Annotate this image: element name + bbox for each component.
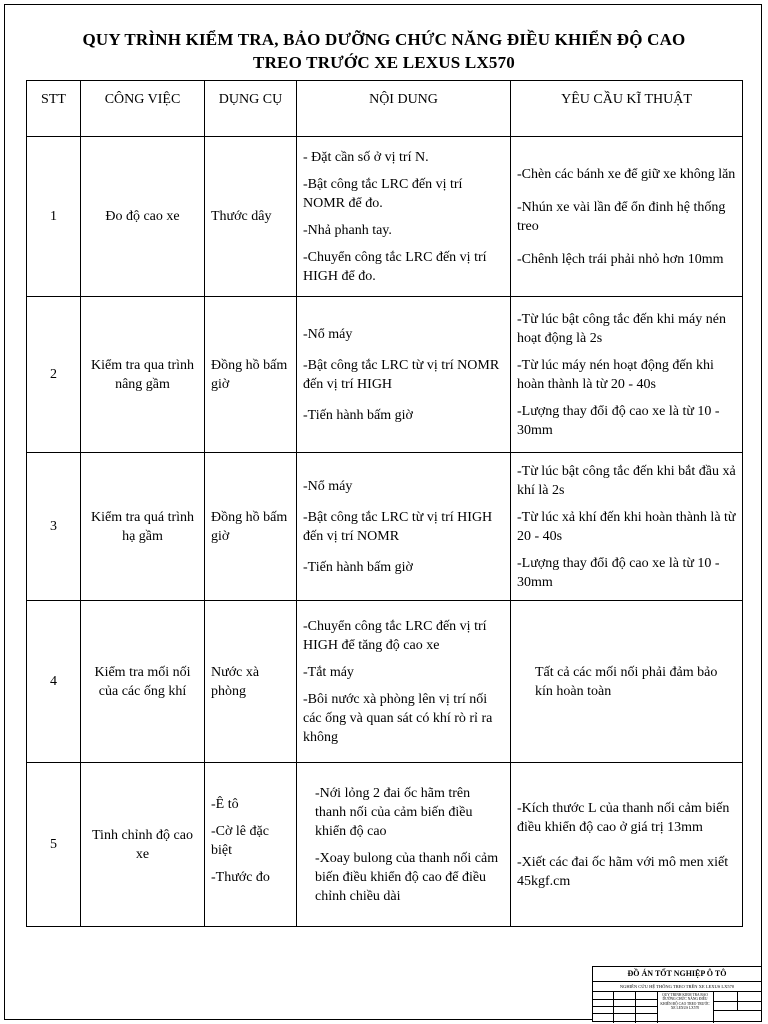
tool-line: -Thước đo [211, 869, 270, 885]
requirement-cell [511, 137, 743, 297]
requirement-line: -Chênh lệch trái phải nhỏ hơn 10mm [517, 251, 724, 267]
requirement-cell [511, 601, 743, 763]
table-row [27, 137, 743, 297]
task-cell: Tinh chỉnh độ cao xe [81, 763, 205, 927]
grid-line [713, 1001, 761, 1002]
content-line: -Xoay bulong của thanh nối cảm biến điều khiển độ cao để điều chỉnh chiều dài [315, 850, 499, 904]
requirement-line: -Nhún xe vài lần để ổn đinh hệ thống treo [517, 199, 726, 234]
grid-line [635, 992, 636, 1023]
header-requirement: YÊU CẦU KĨ THUẬT [511, 81, 743, 137]
drawing-title-block [592, 966, 762, 1022]
tool-cell: Thước dây [205, 137, 297, 297]
requirement-line: -Kích thước L của thanh nối cảm biến điều khiển độ cao ở giá trị 13mm [517, 800, 730, 835]
tool-cell: Đồng hồ bấm giờ [205, 297, 297, 453]
content-line: -Tắt máy [303, 664, 354, 680]
content-line: -Nhả phanh tay. [303, 222, 392, 238]
content-line: -Chuyển công tắc LRC đến vị trí HIGH để đo. [303, 249, 487, 284]
requirement-line: -Từ lúc bật công tắc đến khi máy nén hoạt động là 2s [517, 311, 726, 346]
project-subject: NGHIÊN CỨU HỆ THỐNG TREO TRÊN XE LEXUS LX570 [593, 982, 761, 992]
requirement-line: -Từ lúc máy nén hoạt động đến khi hoàn thành là từ 20 - 40s [517, 357, 714, 392]
grid-line [593, 999, 657, 1000]
tool-cell: Nước xà phòng [205, 601, 297, 763]
requirement-cell [511, 763, 743, 927]
grid-line [713, 992, 714, 1023]
row-number: 3 [27, 453, 81, 601]
header-stt: STT [27, 81, 81, 137]
requirement-line: -Từ lúc bật công tắc đến khi bắt đầu xả khí là 2s [517, 463, 736, 498]
grid-line [593, 1006, 657, 1007]
content-line: -Nới lỏng 2 đai ốc hãm trên thanh nối của cảm biến điều khiển độ cao [315, 785, 473, 839]
requirement-line: -Xiết các đai ốc hãm với mô men xiết 45kgf.cm [517, 854, 729, 889]
content-line: -Bật công tắc LRC từ vị trí HIGH đến vị trí NOMR [303, 509, 493, 544]
document-title [0, 28, 768, 74]
requirement-line: -Từ lúc xả khí đến khi hoàn thành là từ 20 - 40s [517, 509, 736, 544]
content-line: -Nổ máy [303, 326, 353, 342]
content-line: - Đặt cần số ở vị trí N. [303, 149, 429, 165]
table-row [27, 453, 743, 601]
content-cell [297, 601, 511, 763]
row-number: 2 [27, 297, 81, 453]
project-name: ĐỒ ÁN TỐT NGHIỆP Ô TÔ [593, 967, 761, 982]
grid-line [593, 1013, 657, 1014]
table-row [27, 297, 743, 453]
requirement-cell [511, 297, 743, 453]
content-line: -Bật công tắc LRC từ vị trí NOMR đến vị trí HIGH [303, 357, 500, 392]
table-row [27, 763, 743, 927]
content-cell [297, 297, 511, 453]
table-row [27, 601, 743, 763]
requirement-line: -Lượng thay đổi độ cao xe là từ 10 - 30mm [517, 555, 720, 590]
content-cell [297, 763, 511, 927]
task-cell: Kiểm tra quá trình hạ gầm [81, 453, 205, 601]
task-cell: Kiểm tra qua trình nâng gầm [81, 297, 205, 453]
content-line: -Bật công tắc LRC đến vị trí NOMR để đo. [303, 176, 463, 211]
requirement-cell [511, 453, 743, 601]
content-line: -Tiến hành bấm giờ [303, 559, 413, 575]
task-cell: Đo độ cao xe [81, 137, 205, 297]
row-number: 4 [27, 601, 81, 763]
tool-cell: Đồng hồ bấm giờ [205, 453, 297, 601]
grid-line [613, 992, 614, 1023]
row-number: 1 [27, 137, 81, 297]
title-line-1: QUY TRÌNH KIỂM TRA, BẢO DƯỠNG CHỨC NĂNG ĐIỀU KHIỂN ĐỘ CAO [82, 30, 686, 49]
table-header-row [27, 81, 743, 137]
content-line: -Chuyển công tắc LRC đến vị trí HIGH để tăng độ cao xe [303, 618, 487, 653]
title-block-grid [593, 992, 761, 1023]
tool-cell [205, 763, 297, 927]
grid-line [657, 992, 658, 1023]
content-line: -Nổ máy [303, 478, 353, 494]
procedure-table [26, 80, 743, 927]
tool-line: -Cờ lê đặc biệt [211, 823, 269, 858]
header-task: CÔNG VIỆC [81, 81, 205, 137]
header-tool: DỤNG CỤ [205, 81, 297, 137]
content-cell [297, 453, 511, 601]
grid-line [713, 1010, 761, 1011]
drawing-title: QUY TRÌNH KIỂM TRA BẢO DƯỠNG CHỨC NĂNG ĐIỀU KHIỂN ĐỘ CAO TREO TRƯỚC XE LEXUS LX570 [660, 993, 710, 1011]
requirement-line: -Lượng thay đổi độ cao xe là từ 10 - 30mm [517, 403, 720, 438]
requirement-line: -Chèn các bánh xe để giữ xe không lăn [517, 166, 736, 182]
header-content: NỘI DUNG [297, 81, 511, 137]
task-cell: Kiểm tra mối nối của các ống khí [81, 601, 205, 763]
content-line: -Bôi nước xà phòng lên vị trí nối các ống và quan sát có khí rò rỉ ra không [303, 691, 493, 745]
content-line: -Tiến hành bấm giờ [303, 407, 413, 423]
title-line-2: TREO TRƯỚC XE LEXUS LX570 [253, 53, 515, 72]
content-cell [297, 137, 511, 297]
tool-line: -Ê tô [211, 796, 239, 812]
row-number: 5 [27, 763, 81, 927]
requirement-line: Tất cả các mối nối phải đảm bảo kín hoàn toàn [535, 664, 718, 699]
